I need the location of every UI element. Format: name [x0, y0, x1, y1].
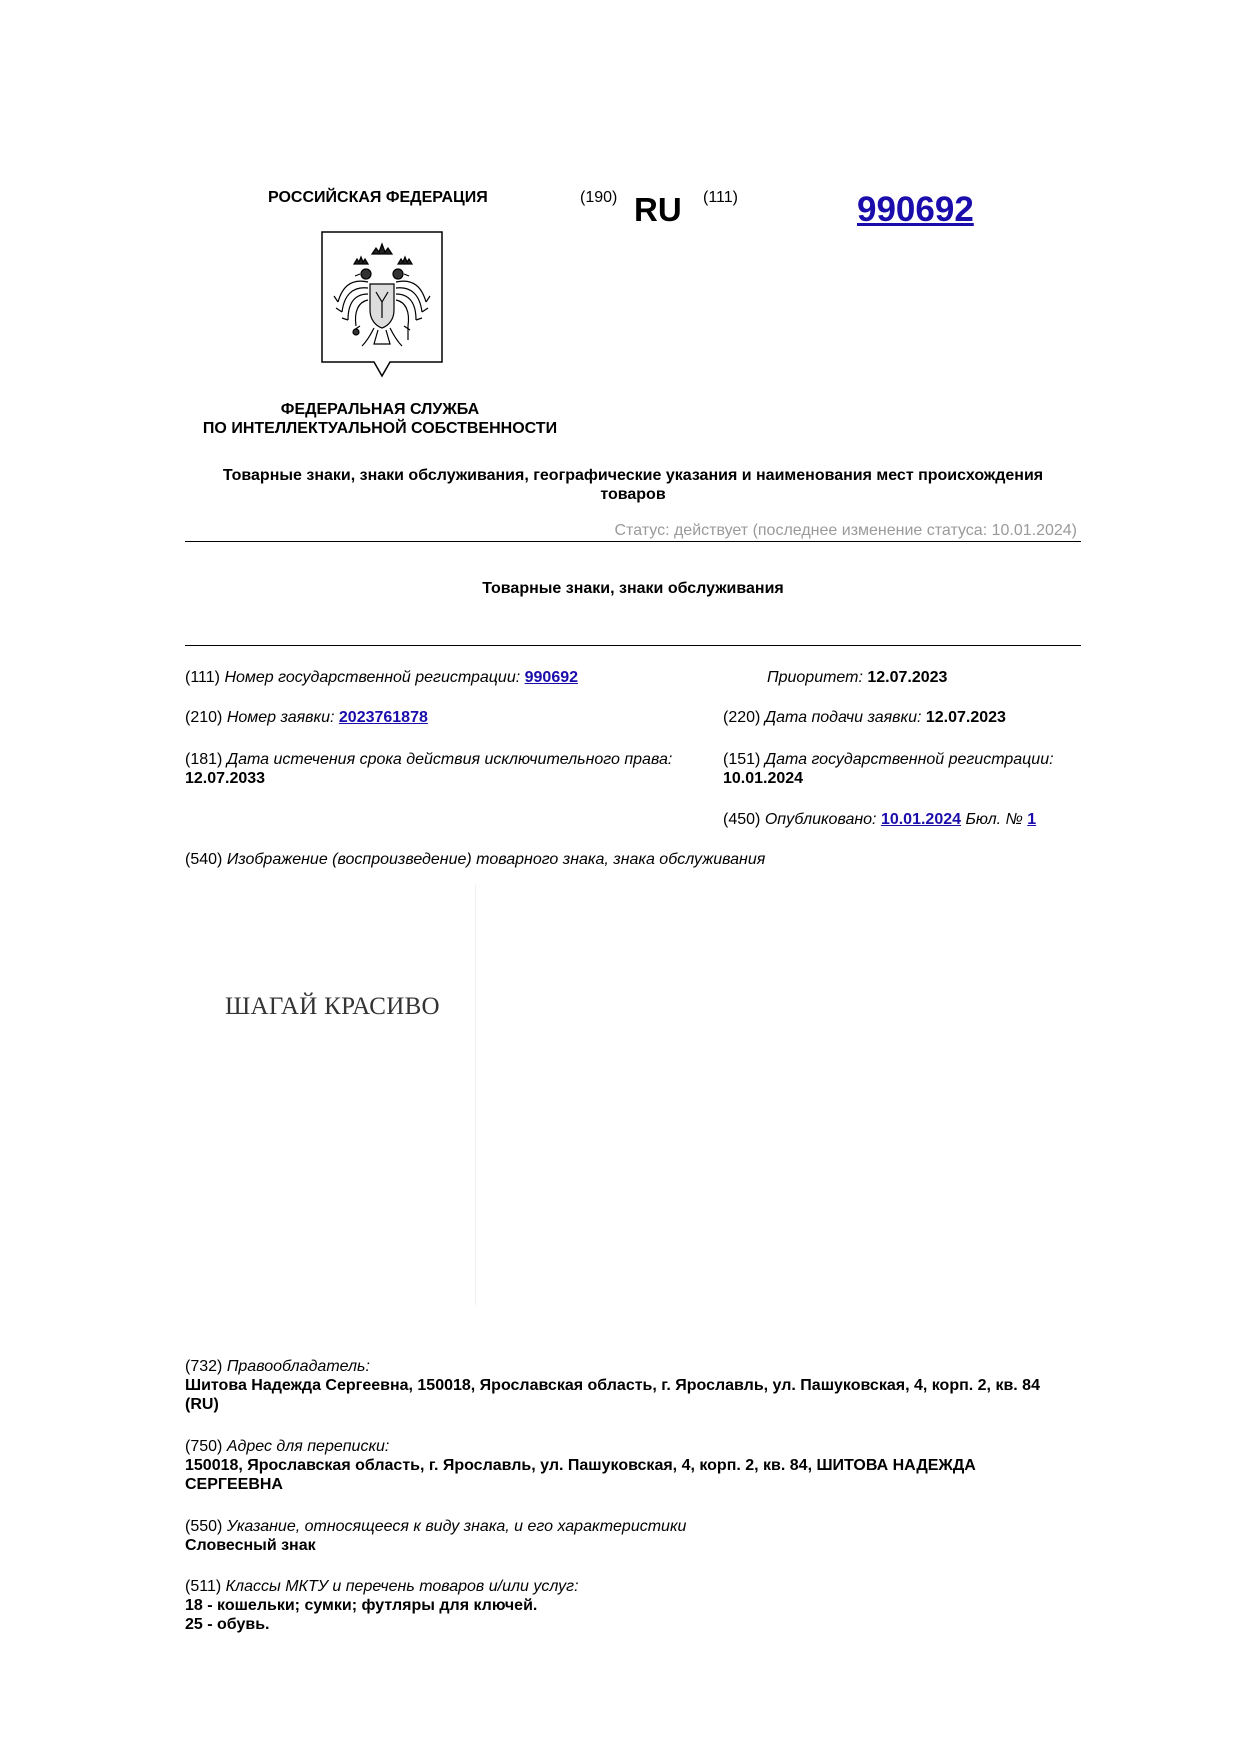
- field-code: (210): [185, 709, 223, 726]
- field-code: (540): [185, 851, 223, 868]
- field-filing-date: [723, 708, 1006, 727]
- divider-section: [185, 645, 1081, 646]
- field-published: [723, 810, 1036, 829]
- country-code: RU: [634, 191, 682, 228]
- field-code: (550): [185, 1518, 223, 1535]
- country-title: РОССИЙСКАЯ ФЕДЕРАЦИЯ: [268, 189, 488, 206]
- field-code: (220): [723, 709, 761, 726]
- expiry-value: 12.07.2033: [185, 770, 266, 787]
- reg-number-link[interactable]: 990692: [524, 669, 579, 686]
- field-reg-date: [723, 750, 1083, 788]
- field-label: Правообладатель:: [226, 1358, 370, 1375]
- field-priority: [767, 668, 947, 687]
- status-text: Статус: действует (последнее изменение статуса: 10.01.2024): [614, 522, 1077, 539]
- field-label: Номер государственной регистрации:: [224, 669, 521, 686]
- field-code: (450): [723, 811, 761, 828]
- correspondence-line-1: 150018, Ярославская область, г. Ярославль, ул. Пашуковская, 4, корп. 2, кв. 84, ШИТОВА НАДЕЖДА: [185, 1457, 976, 1474]
- field-code: (511): [185, 1578, 222, 1595]
- agency-name: [185, 400, 575, 438]
- field-code: (151): [723, 751, 761, 768]
- field-reg-number: [185, 668, 578, 687]
- correspondence-block: [185, 1437, 1085, 1494]
- field-label: Изображение (воспроизведение) товарного знака, знака обслуживания: [226, 851, 766, 868]
- category-title: [185, 466, 1081, 504]
- agency-line-2: ПО ИНТЕЛЛЕКТУАЛЬНОЙ СОБСТВЕННОСТИ: [202, 420, 558, 437]
- mark-type-value: Словесный знак: [185, 1537, 316, 1554]
- field-label: Указание, относящееся к виду знака, и его характеристики: [226, 1518, 687, 1535]
- section-title: Товарные знаки, знаки обслуживания: [482, 580, 784, 597]
- field-code: (750): [185, 1438, 223, 1455]
- field-label: Адрес для переписки:: [226, 1438, 390, 1455]
- russian-coat-of-arms-icon: [320, 230, 444, 378]
- field-label: Дата истечения срока действия исключительного права:: [226, 751, 673, 768]
- code-111: (111): [703, 189, 738, 206]
- mark-type-block: [185, 1517, 1085, 1555]
- divider-top: [185, 541, 1081, 542]
- class-item: 25 - обувь.: [185, 1616, 270, 1633]
- filing-date-value: 12.07.2023: [925, 709, 1006, 726]
- holder-line-1: Шитова Надежда Сергеевна, 150018, Ярославская область, г. Ярославль, ул. Пашуковская, 4, корп. 2, кв. 84: [185, 1377, 1040, 1394]
- category-line-1: Товарные знаки, знаки обслуживания, географические указания и наименования мест происхождения: [222, 467, 1044, 484]
- field-expiry: [185, 750, 705, 788]
- document-number-link[interactable]: 990692: [857, 190, 974, 229]
- reg-date-value: 10.01.2024: [723, 770, 804, 787]
- field-application: [185, 708, 428, 727]
- holder-line-2: (RU): [185, 1396, 219, 1413]
- field-label: Номер заявки:: [226, 709, 335, 726]
- priority-value: 12.07.2023: [867, 669, 948, 686]
- field-label: Классы МКТУ и перечень товаров и/или услуг:: [225, 1578, 579, 1595]
- field-code: (111): [185, 669, 220, 686]
- field-label: Дата государственной регистрации:: [764, 751, 1054, 768]
- application-number-link[interactable]: 2023761878: [338, 709, 428, 726]
- bulletin-label: Бюл. №: [965, 811, 1023, 828]
- code-190: (190): [580, 189, 618, 206]
- field-code: (181): [185, 751, 223, 768]
- correspondence-line-2: СЕРГЕЕВНА: [185, 1476, 283, 1493]
- bulletin-number-link[interactable]: 1: [1027, 811, 1037, 828]
- field-label: Опубликовано:: [764, 811, 877, 828]
- classes-block: [185, 1577, 1085, 1634]
- trademark-image: [195, 885, 476, 1305]
- trademark-text: ШАГАЙ КРАСИВО: [225, 993, 440, 1020]
- field-label: Дата подачи заявки:: [764, 709, 922, 726]
- field-code: (732): [185, 1358, 223, 1375]
- class-item: 18 - кошельки; сумки; футляры для ключей.: [185, 1597, 538, 1614]
- field-image: [185, 850, 765, 869]
- published-date-link[interactable]: 10.01.2024: [880, 811, 962, 828]
- agency-line-1: ФЕДЕРАЛЬНАЯ СЛУЖБА: [280, 401, 480, 418]
- category-line-2: товаров: [600, 486, 666, 503]
- holder-block: [185, 1357, 1085, 1414]
- field-label: Приоритет:: [767, 669, 863, 686]
